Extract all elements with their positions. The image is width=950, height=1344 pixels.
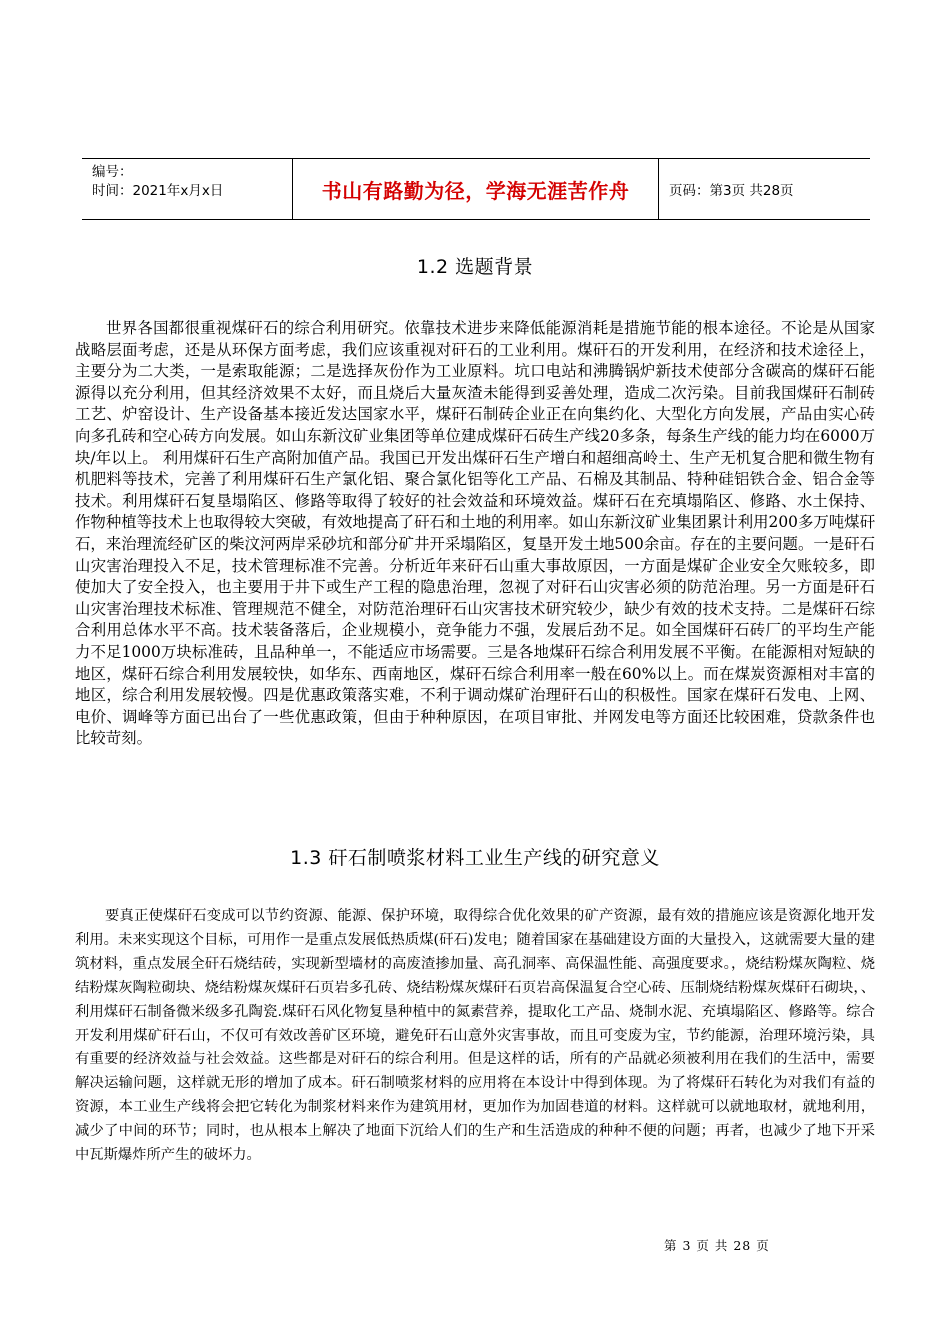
header-number-label: 编号：	[92, 164, 133, 180]
section-1-3-body: 要真正使煤矸石变成可以节约资源、能源、保护环境，取得综合优化效果的矿产资源，最有效的措施应该是资源化地开发利用。未来实现这个目标，可用作一是重点发展低热质煤(矸石)发电；随着国家在基础建设方面的大量投入，这就需要大量的建筑材料，重点发展全矸石烧结砖，实现新型墙材的高废渣掺加量、高孔洞率、高保温性能、高强度要求。，烧结粉煤灰陶粒、烧结粉煤灰陶粒砌块、烧结粉煤灰煤矸石页岩多孔砖、烧结粉煤灰煤矸石页岩高保温复合空心砖、压制烧结粉煤灰煤矸石砌块，、利用煤矸石制备微米级多孔陶瓷.煤矸石风化物复垦种植中的氮素营养，提取化工产品、烧制水泥、充填塌陷区、修路等。综合开发利用煤矿矸石山，不仅可有效改善矿区环境，避免矸石山意外灾害事故，而且可变废为宝，节约能源，治理环境污染，具有重要的经济效益与社会效益。这些都是对矸石的综合利用。但是这样的话，所有的产品就必须被利用在我们的生活中，需要解决运输问题，这样就无形的增加了成本。矸石制喷浆材料的应用将在本设计中得到体现。为了将煤矸石转化为对我们有益的资源，本工业生产线将会把它转化为制浆材料来作为建筑用材，更加作为加固巷道的材料。这样就可以就地取材，就地利用，减少了中间的环节；同时，也从根本上解决了地面下沉给人们的生产和生活造成的种种不便的问题；再者，也减少了地下开采中瓦斯爆炸所产生的破坏力。	[75, 908, 875, 1164]
header-time-label: 时间：2021年x月x日	[92, 183, 224, 199]
section-1-2-title: 1.2 选题背景	[416, 256, 534, 278]
page-footer: 第 3 页 共 28 页	[664, 1238, 770, 1253]
section-1-2-body: 世界各国都很重视煤矸石的综合利用研究。依靠技术进步来降低能源消耗是措施节能的根本途径。不论是从国家战略层面考虑，还是从环保方面考虑，我们应该重视对矸石的工业利用。煤矸石的开发利用，在经济和技术途径上，主要分为二大类，一是索取能源；二是选择灰份作为工业原料。坑口电站和沸腾锅炉新技术使部分含碳高的煤矸石能源得以充分利用，但其经济效果不太好，而且烧后大量灰渣未能得到妥善处理，造成二次污染。目前我国煤矸石制砖工艺、炉窑设计、生产设备基本接近发达国家水平，煤矸石制砖企业正在向集约化、大型化方向发展，产品由实心砖向多孔砖和空心砖方向发展。如山东新汶矿业集团等单位建成煤矸石砖生产线20多条，每条生产线的能力均在6000万块/年以上。 利用煤矸石生产高附加值产品。我国已开发出煤矸石生产增白和超细高岭土、生产无机复合肥和微生物有机肥料等技术，完善了利用煤矸石生产氯化铝、聚合氯化铝等化工产品、石棉及其制品、特种硅铝铁合金、铝合金等技术。利用煤矸石复垦塌陷区、修路等取得了较好的社会效益和环境效益。煤矸石在充填塌陷区、修路、水土保持、作物种植等技术上也取得较大突破，有效地提高了矸石和土地的利用率。如山东新汶矿业集团累计利用200多万吨煤矸石，来治理流经矿区的柴汶河两岸采砂坑和部分矿井开采塌陷区，复垦开发土地500余亩。存在的主要问题。一是矸石山灾害治理投入不足，技术管理标准不完善。分析近年来矸石山重大事故原因，一方面是煤矿企业安全欠账较多，即使加大了安全投入，也主要用于井下或生产工程的隐患治理，忽视了对矸石山灾害必须的防范治理。另一方面是矸石山灾害治理技术标准、管理规范不健全，对防范治理矸石山灾害技术研究较少，缺少有效的技术支持。二是煤矸石综合利用总体水平不高。技术装备落后，企业规模小，竞争能力不强，发展后劲不足。如全国煤矸石砖厂的平均生产能力不足1000万块标准砖，且品种单一，不能适应市场需要。三是各地煤矸石综合利用发展不平衡。在能源相对短缺的地区，煤矸石综合利用发展较快，如华东、西南地区，煤矸石综合利用率一般在60%以上。而在煤炭资源相对丰富的地区，综合利用发展较慢。四是优惠政策落实难，不利于调动煤矿治理矸石山的积极性。国家在煤矸石发电、上网、电价、调峰等方面已出台了一些优惠政策，但由于种种原因，在项目审批、并网发电等方面还比较困难，贷款条件也比较苛刻。	[75, 319, 875, 748]
page-header	[82, 158, 870, 220]
header-meta	[82, 159, 292, 219]
section-1-3-title: 1.3 矸石制喷浆材料工业生产线的研究意义	[290, 847, 660, 869]
header-page-info: 页码：第3页 共28页	[669, 183, 794, 199]
header-motto: 书山有路勤为径，学海无涯苦作舟	[292, 159, 659, 219]
